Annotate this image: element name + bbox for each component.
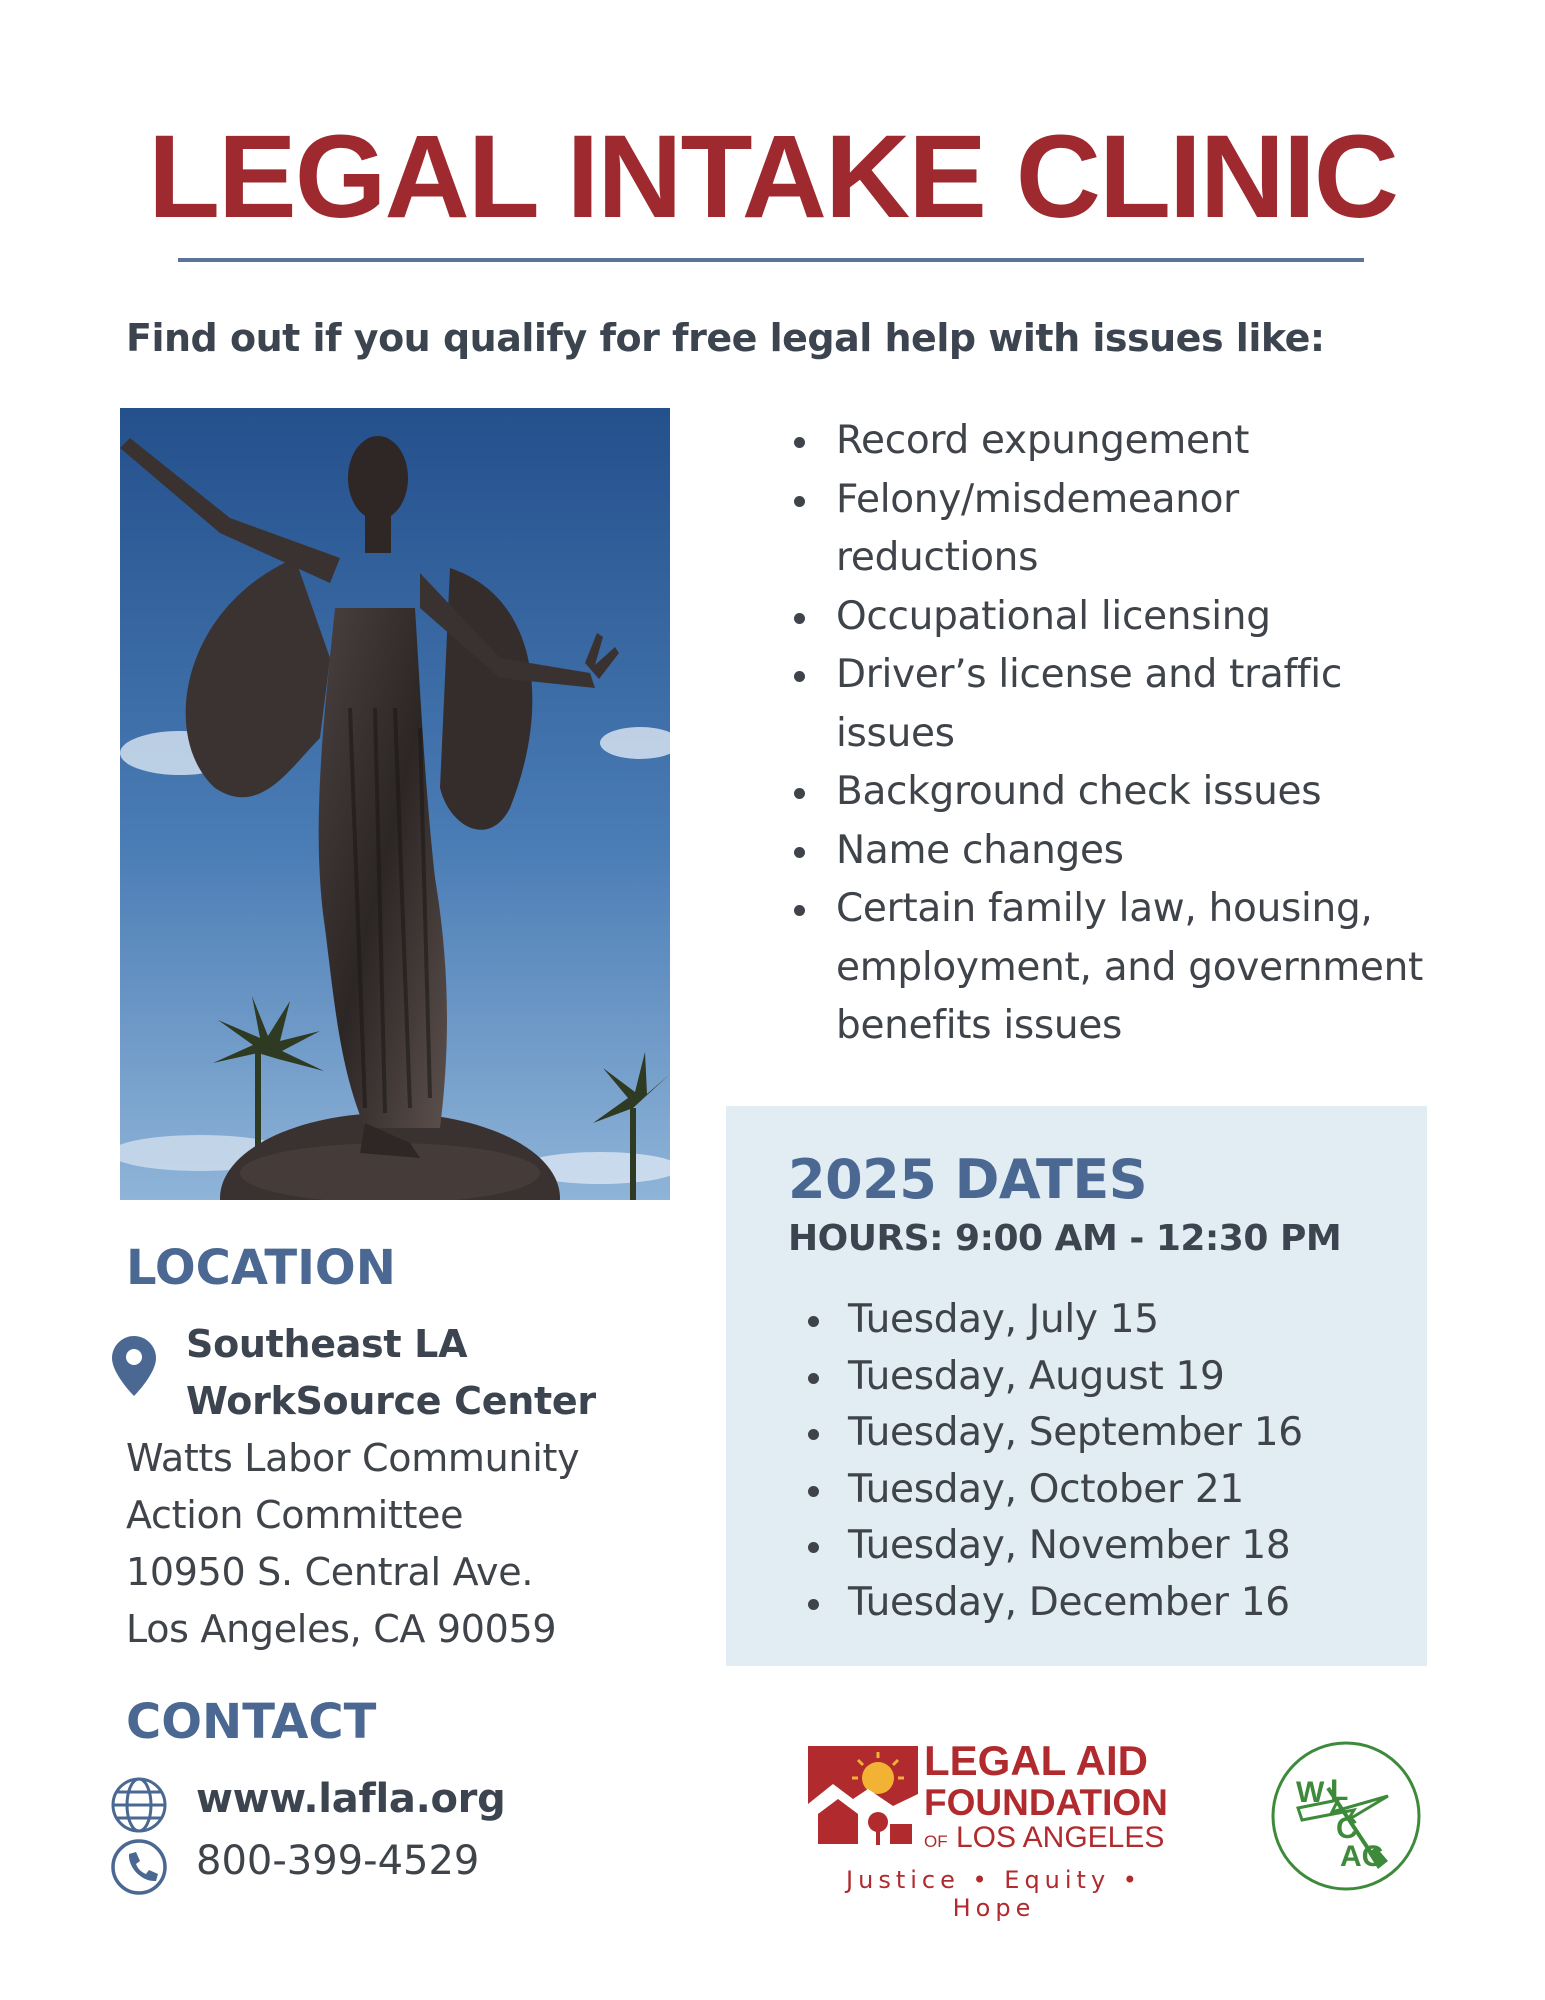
dates-title: 2025 DATES (788, 1148, 1148, 1211)
location-name (186, 1316, 596, 1430)
date-item: Tuesday, December 16 (802, 1575, 1303, 1632)
list-item: Felony/misdemeanor reductions (780, 471, 1440, 588)
lafla-line (924, 1823, 1168, 1853)
location-name-line: Southeast LA (186, 1322, 468, 1366)
title-divider (178, 258, 1364, 262)
statue-photo (120, 408, 670, 1200)
issues-list (780, 412, 1440, 1056)
dates-list (802, 1292, 1303, 1631)
lafla-of: OF (924, 1832, 948, 1851)
list-item: Background check issues (780, 763, 1440, 822)
address-line: Los Angeles, CA 90059 (126, 1607, 557, 1651)
list-item: Name changes (780, 822, 1440, 881)
dates-panel (726, 1106, 1427, 1666)
lafla-line: LEGAL AID (924, 1737, 1149, 1784)
phone-number[interactable]: 800-399-4529 (196, 1838, 480, 1884)
list-item: Record expungement (780, 412, 1440, 471)
lafla-city: LOS ANGELES (955, 1821, 1165, 1854)
svg-text:L: L (1330, 1774, 1349, 1807)
lafla-name (924, 1737, 1168, 1854)
address-line: Action Committee (126, 1493, 464, 1537)
contact-heading: CONTACT (126, 1694, 377, 1750)
list-item: Driver’s license and traffic issues (780, 646, 1440, 763)
date-item: Tuesday, October 21 (802, 1462, 1303, 1519)
list-item: Occupational licensing (780, 588, 1440, 647)
date-item: Tuesday, July 15 (802, 1292, 1303, 1349)
location-name-line: WorkSource Center (186, 1379, 596, 1423)
intro-text: Find out if you qualify for free legal help with issues like: (126, 316, 1325, 360)
svg-text:AC: AC (1340, 1840, 1384, 1873)
page-title: LEGAL INTAKE CLINIC (147, 111, 1398, 243)
svg-text:W: W (1296, 1776, 1325, 1809)
date-item: Tuesday, August 19 (802, 1349, 1303, 1406)
map-pin-icon (112, 1336, 156, 1400)
location-heading: LOCATION (126, 1240, 396, 1296)
list-item: Certain family law, housing, employment, and government benefits issues (780, 880, 1440, 1056)
lafla-line: FOUNDATION (924, 1782, 1168, 1823)
address-line: 10950 S. Central Ave. (126, 1550, 534, 1594)
lafla-tagline: Justice • Equity • Hope (846, 1866, 1142, 1922)
date-item: Tuesday, September 16 (802, 1405, 1303, 1462)
globe-icon (110, 1776, 168, 1838)
lafla-logo (808, 1737, 1188, 1922)
svg-text:C: C (1336, 1812, 1358, 1845)
hours-text: HOURS: 9:00 AM - 12:30 PM (788, 1218, 1342, 1259)
location-address (126, 1430, 579, 1658)
phone-icon (110, 1838, 168, 1900)
address-line: Watts Labor Community (126, 1436, 580, 1480)
date-item: Tuesday, November 18 (802, 1518, 1303, 1575)
wlcac-logo (1268, 1738, 1424, 1898)
website-link[interactable]: www.lafla.org (196, 1776, 506, 1822)
